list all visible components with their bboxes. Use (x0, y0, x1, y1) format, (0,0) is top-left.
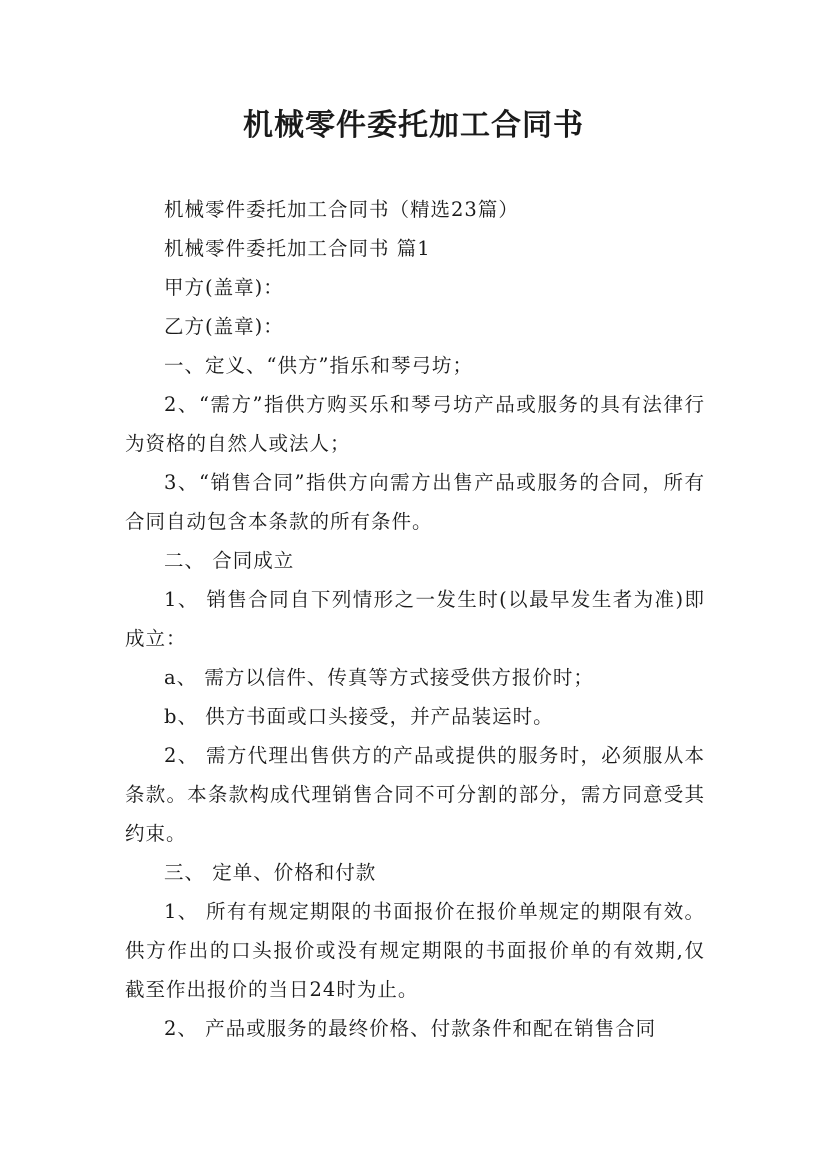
paragraph: 机械零件委托加工合同书 篇1 (164, 237, 431, 260)
paragraph: 甲方(盖章)： (164, 276, 284, 299)
paragraph: a、 需方以信件、传真等方式接受供方报价时； (164, 666, 594, 689)
paragraph: b、 供方书面或口头接受，并产品装运时。 (164, 705, 554, 728)
document-title: 机械零件委托加工合同书 (243, 108, 584, 143)
paragraph: 1、 所有有规定期限的书面报价在报价单规定的期限有效。供方作出的口头报价或没有规定期限的书面报价单的有效期,仅截至作出报价的当日24时为止。 (125, 900, 705, 1001)
paragraph: 机械零件委托加工合同书（精选23篇） (164, 198, 519, 221)
paragraph: 乙方(盖章)： (164, 315, 284, 338)
paragraph: 一、定义、“供方”指乐和琴弓坊； (164, 354, 473, 377)
document-body (125, 190, 705, 1048)
paragraph: 2、 需方代理出售供方的产品或提供的服务时，必须服从本条款。本条款构成代理销售合同不可分割的部分，需方同意受其约束。 (125, 744, 705, 845)
paragraph: 三、 定单、价格和付款 (164, 861, 377, 884)
paragraph: 1、 销售合同自下列情形之一发生时(以最早发生者为准)即成立： (125, 588, 705, 650)
paragraph: 2、“需方”指供方购买乐和琴弓坊产品或服务的具有法律行为资格的自然人或法人； (125, 393, 705, 455)
paragraph: 二、 合同成立 (164, 549, 295, 572)
paragraph: 3、“销售合同”指供方向需方出售产品或服务的合同，所有合同自动包含本条款的所有条件。 (125, 471, 705, 533)
paragraph: 2、 产品或服务的最终价格、付款条件和配在销售合同 (164, 1017, 657, 1040)
